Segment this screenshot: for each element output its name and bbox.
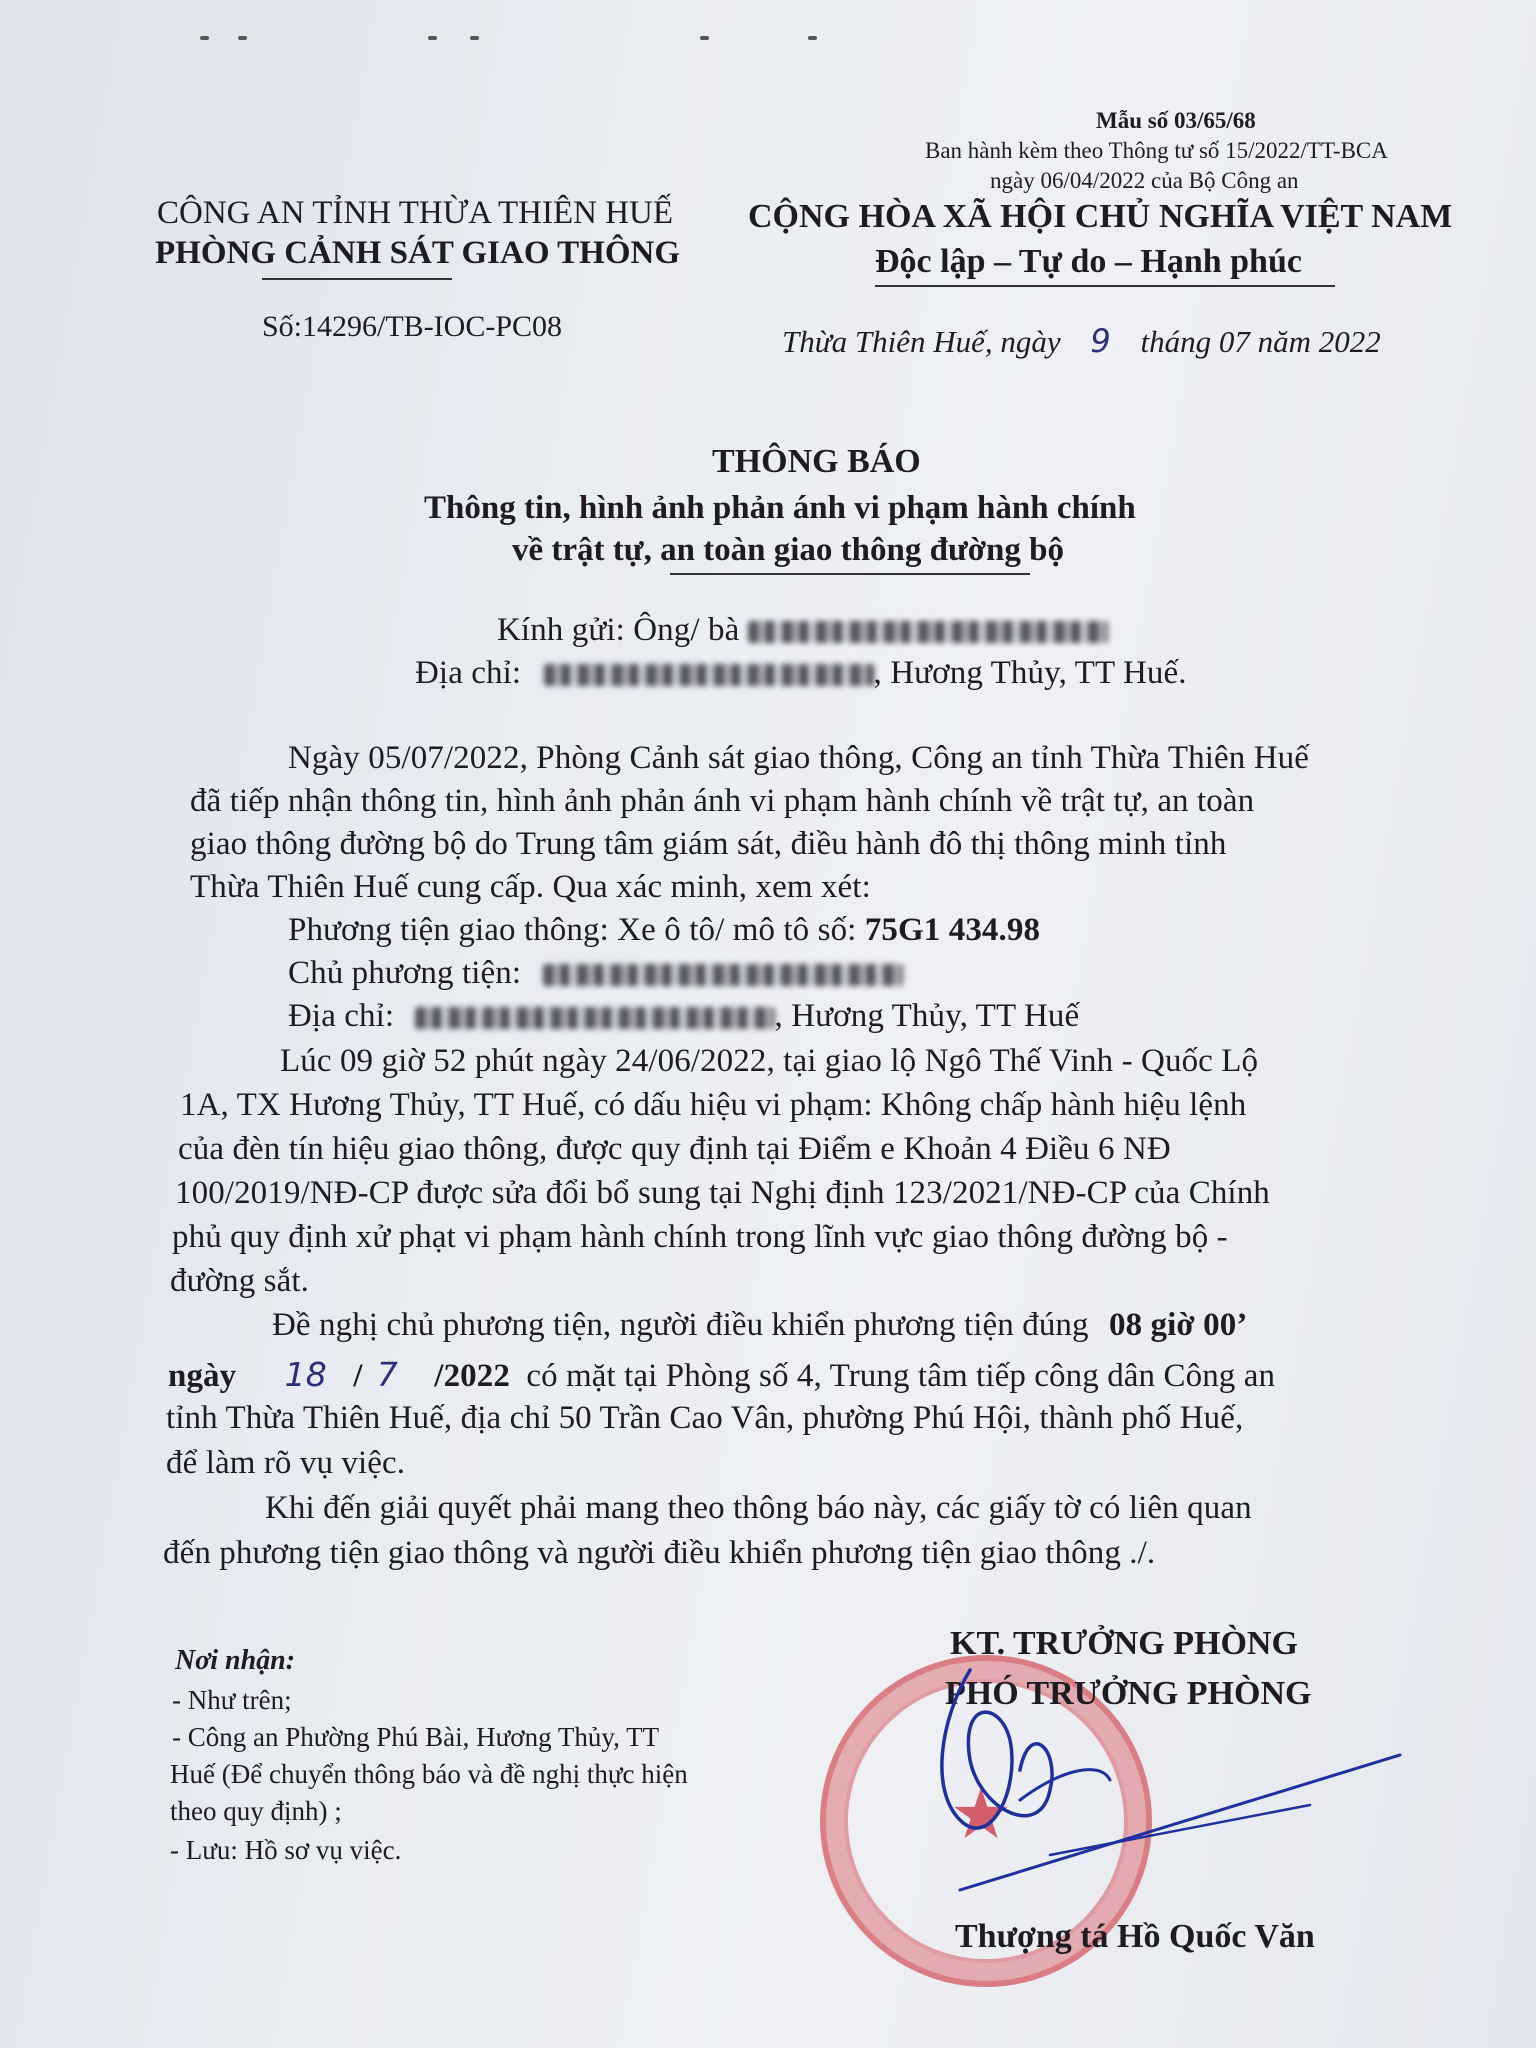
seal-star-icon: ★	[949, 1777, 1013, 1854]
recipient-address-label: Địa chỉ:	[415, 655, 522, 691]
vehicle-plate: 75G1 434.98	[864, 912, 1041, 948]
notice-subtitle-line1: Thông tin, hình ảnh phản ánh vi phạm hành chính	[424, 490, 1136, 526]
date-slash: /	[353, 1358, 363, 1394]
form-number: Mẫu số 03/65/68	[1096, 108, 1256, 133]
recipient-item-3: - Lưu: Hồ sơ vụ việc.	[170, 1835, 402, 1865]
title-underline	[670, 573, 1030, 575]
appointment-day-label: ngày	[168, 1358, 237, 1394]
para3-line1: Đề nghị chủ phương tiện, người điều khiển phương tiện đúng	[272, 1307, 1089, 1343]
agency-name: PHÒNG CẢNH SÁT GIAO THÔNG	[155, 235, 681, 271]
recipient-item-1: - Như trên;	[172, 1685, 292, 1715]
para3-line2: có mặt tại Phòng số 4, Trung tâm tiếp công dân Công an	[526, 1358, 1276, 1394]
vehicle-label: Phương tiện giao thông: Xe ô tô/ mô tô số:	[288, 912, 857, 948]
issued-with: Ban hành kèm theo Thông tư số 15/2022/TT-BCA	[925, 138, 1388, 163]
sign-title-1: KT. TRƯỞNG PHÒNG	[950, 1625, 1298, 1662]
para3-line4: để làm rõ vụ việc.	[166, 1445, 406, 1481]
para3-line3: tỉnh Thừa Thiên Huế, địa chỉ 50 Trần Cao Vân, phường Phú Hội, thành phố Huế,	[166, 1400, 1244, 1436]
recipient-label: Kính gửi: Ông/ bà	[497, 612, 740, 648]
agency-underline	[262, 278, 452, 280]
recipient-address-suffix: , Hương Thủy, TT Huế.	[873, 655, 1187, 691]
recipients-title: Nơi nhận:	[175, 1645, 296, 1676]
owner-label: Chủ phương tiện:	[288, 955, 522, 991]
para2-line3: của đèn tín hiệu giao thông, được quy định tại Điểm e Khoản 4 Điều 6 NĐ	[178, 1131, 1171, 1167]
owner-address-suffix: , Hương Thủy, TT Huế	[774, 998, 1080, 1034]
recipient-item-2-line1: - Công an Phường Phú Bài, Hương Thủy, TT	[172, 1722, 660, 1752]
signer-name: Thượng tá Hồ Quốc Văn	[955, 1918, 1315, 1955]
recipient-item-2-line3: theo quy định) ;	[170, 1796, 342, 1826]
para2-line4: 100/2019/NĐ-CP được sửa đổi bổ sung tại Nghị định 123/2021/NĐ-CP của Chính	[175, 1175, 1270, 1211]
handwritten-appointment-day: 18	[284, 1355, 327, 1394]
place-date-prefix: Thừa Thiên Huế, ngày	[782, 324, 1061, 359]
notice-subtitle-line2: về trật tự, an toàn giao thông đường bộ	[512, 532, 1065, 568]
redacted-owner-address	[415, 1007, 775, 1029]
motto-underline	[875, 285, 1335, 287]
para4-line1: Khi đến giải quyết phải mang theo thông báo này, các giấy tờ có liên quan	[265, 1490, 1252, 1526]
handwritten-signature	[900, 1640, 1420, 1940]
para2-line5: phủ quy định xử phạt vi phạm hành chính trong lĩnh vực giao thông đường bộ -	[172, 1219, 1228, 1255]
top-edge-marks	[0, 36, 1536, 42]
para1-line1: Ngày 05/07/2022, Phòng Cảnh sát giao thông, Công an tỉnh Thừa Thiên Huế	[288, 740, 1310, 776]
para2-line2: 1A, TX Hương Thủy, TT Huế, có dấu hiệu vi phạm: Không chấp hành hiệu lệnh	[180, 1087, 1247, 1123]
issued-date: ngày 06/04/2022 của Bộ Công an	[990, 168, 1299, 193]
document-number: Số:14296/TB-IOC-PC08	[262, 310, 563, 343]
para1-line4: Thừa Thiên Huế cung cấp. Qua xác minh, xem xét:	[190, 869, 871, 905]
redacted-recipient-address	[544, 664, 874, 686]
para2-line6: đường sắt.	[170, 1263, 309, 1299]
agency-parent: CÔNG AN TỈNH THỪA THIÊN HUẾ	[157, 195, 674, 231]
para4-line2: đến phương tiện giao thông và người điều khiển phương tiện giao thông ./.	[163, 1535, 1156, 1571]
appointment-year: /2022	[434, 1358, 510, 1394]
appointment-time: 08 giờ 00’	[1108, 1307, 1248, 1343]
sign-title-2: PHÓ TRƯỞNG PHÒNG	[945, 1675, 1312, 1712]
para2-line1: Lúc 09 giờ 52 phút ngày 24/06/2022, tại giao lộ Ngô Thế Vinh - Quốc Lộ	[280, 1043, 1259, 1079]
country-name: CỘNG HÒA XÃ HỘI CHỦ NGHĨA VIỆT NAM	[748, 198, 1453, 235]
recipient-item-2-line2: Huế (Để chuyển thông báo và đề nghị thực hiện	[170, 1759, 688, 1789]
handwritten-day: 9	[1090, 322, 1111, 360]
owner-address-label: Địa chỉ:	[288, 998, 395, 1034]
handwritten-appointment-month: 7	[376, 1355, 398, 1394]
para1-line3: giao thông đường bộ do Trung tâm giám sát, điều hành đô thị thông minh tỉnh	[190, 826, 1227, 862]
place-date-suffix: tháng 07 năm 2022	[1140, 324, 1381, 359]
motto: Độc lập – Tự do – Hạnh phúc	[875, 243, 1302, 280]
notice-title: THÔNG BÁO	[712, 443, 921, 480]
para1-line2: đã tiếp nhận thông tin, hình ảnh phản ánh vi phạm hành chính về trật tự, an toàn	[190, 783, 1255, 819]
redacted-recipient-name	[748, 621, 1108, 643]
redacted-owner-name	[543, 964, 903, 986]
